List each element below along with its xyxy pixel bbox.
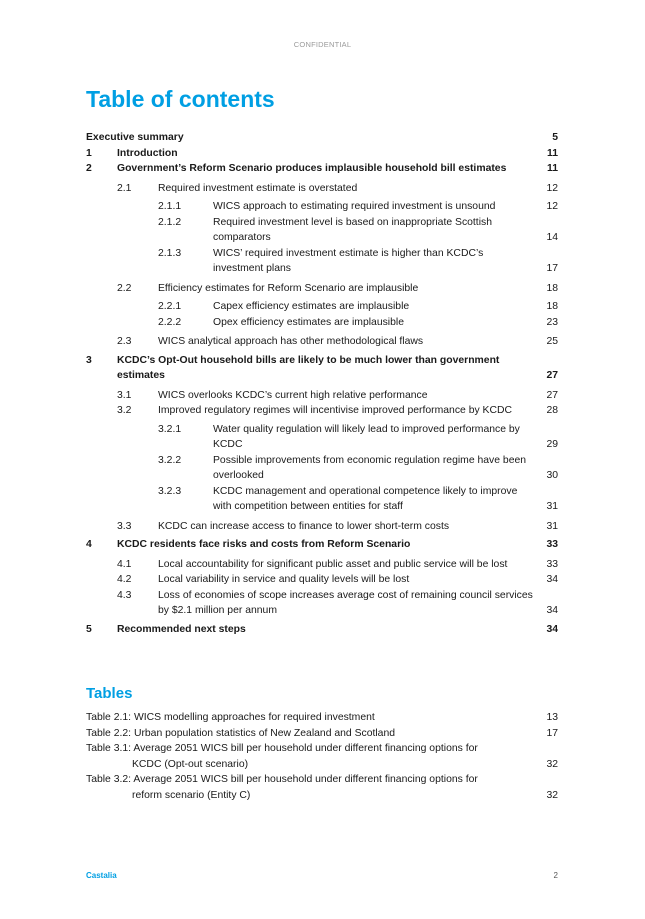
footer-brand: Castalia <box>86 871 117 880</box>
toc-entry-page: 34 <box>546 605 558 616</box>
toc-entry-label: Government’s Reform Scenario produces implausible household bill estimates <box>117 163 507 174</box>
tables-heading: Tables <box>86 685 133 702</box>
toc-entry[interactable] <box>86 422 558 453</box>
toc-entry-label: KCDC can increase access to finance to lower short-term costs <box>158 520 450 532</box>
toc-entry-page: 29 <box>546 439 558 450</box>
table-entry-page: 32 <box>546 758 558 770</box>
toc-entry-number: 3.3 <box>117 520 132 532</box>
toc-entry-page: 28 <box>546 405 558 416</box>
toc-entry-label: Local accountability for significant public asset and public service will be lost <box>158 558 508 570</box>
toc-entry[interactable] <box>86 199 558 215</box>
toc-entry-number: 4 <box>86 539 92 550</box>
toc-entry-number: 2.3 <box>117 336 132 347</box>
toc-entry[interactable] <box>86 537 558 553</box>
toc-entry-label: Improved regulatory regimes will incentivise improved performance by KCDC <box>158 405 512 416</box>
table-entry-label: Table 3.2: Average 2051 WICS bill per household under different financing options for <box>86 774 478 785</box>
toc-entry[interactable] <box>86 130 558 146</box>
toc-entry-page: 30 <box>546 470 558 481</box>
toc-entry-page: 33 <box>546 558 558 570</box>
toc-entry-number: 2.2.2 <box>158 316 182 328</box>
toc-entry-page: 31 <box>546 501 558 512</box>
table-entry-page: 13 <box>546 712 558 723</box>
toc-entry[interactable] <box>86 161 558 177</box>
confidential-header: CONFIDENTIAL <box>293 40 352 49</box>
toc-entry[interactable] <box>86 484 558 515</box>
toc-entry-number: 3.2.3 <box>158 485 182 497</box>
toc-entry-page: 17 <box>546 263 558 274</box>
toc-entry-label: Possible improvements from economic regulation regime have been overlooked <box>213 454 527 481</box>
toc-entry-page: 34 <box>546 574 558 585</box>
toc-entry-page: 18 <box>546 301 558 312</box>
toc-entry[interactable] <box>86 246 558 277</box>
toc-entry-number: 2.2.1 <box>158 301 182 312</box>
toc-entry-page: 31 <box>546 520 558 532</box>
table-entry-label: Table 2.1: WICS modelling approaches for required investment <box>86 712 375 723</box>
toc-entry-label: Water quality regulation will likely lead to improved performance by KCDC <box>213 423 520 450</box>
toc-entry-page: 25 <box>546 336 558 347</box>
toc-entry-page: 12 <box>546 182 558 194</box>
toc-entry-number: 5 <box>86 623 92 635</box>
toc-entry-page: 33 <box>546 539 558 550</box>
toc-entry-label: Required investment estimate is overstated <box>158 182 358 194</box>
toc-entry-label: WICS overlooks KCDC’s current high relative performance <box>158 389 428 401</box>
toc-entry[interactable] <box>86 181 558 197</box>
toc-entry-number: 2.1.2 <box>158 216 182 228</box>
toc-entry-label: Introduction <box>117 147 178 159</box>
toc-entry-label: Executive summary <box>86 132 184 143</box>
table-entry[interactable] <box>86 772 558 803</box>
toc-entry[interactable] <box>86 353 558 384</box>
toc-entry-number: 1 <box>86 147 92 159</box>
toc-entry-number: 2.2 <box>117 282 132 294</box>
toc-entry[interactable] <box>86 572 558 588</box>
toc-entry-page: 23 <box>546 316 558 328</box>
toc-entry-page: 11 <box>547 163 558 174</box>
toc-entry-number: 3 <box>86 354 92 366</box>
toc-entry-page: 5 <box>552 132 558 143</box>
toc-entry-page: 11 <box>547 147 558 159</box>
toc-entry[interactable] <box>86 588 558 619</box>
toc-entry-number: 2 <box>86 163 92 174</box>
table-entry-page: 32 <box>546 789 558 801</box>
toc-entry-label: KCDC residents face risks and costs from Reform Scenario <box>117 539 411 550</box>
toc-entry-number: 4.3 <box>117 589 132 601</box>
toc-entry-label: Capex efficiency estimates are implausible <box>213 301 410 312</box>
toc-entry-label: Local variability in service and quality levels will be lost <box>158 574 410 585</box>
toc-entry-number: 3.2.2 <box>158 454 182 466</box>
toc-entry-number: 4.1 <box>117 558 132 570</box>
toc-entry-label: Efficiency estimates for Reform Scenario are implausible <box>158 282 419 294</box>
toc-entry-page: 14 <box>546 232 558 243</box>
toc-entry-label: KCDC’s Opt-Out household bills are likely to be much lower than government estimates <box>117 354 500 381</box>
toc-entry[interactable] <box>86 299 558 315</box>
toc-entry-page: 34 <box>546 623 558 635</box>
toc-entry[interactable] <box>86 557 558 573</box>
toc-entry-label: Recommended next steps <box>117 623 246 635</box>
table-entry[interactable] <box>86 726 558 742</box>
toc-entry[interactable] <box>86 334 558 350</box>
toc-entry-number: 4.2 <box>117 574 132 585</box>
footer-page-number: 2 <box>553 871 558 880</box>
toc-entry[interactable] <box>86 146 558 162</box>
toc-entry-label: Opex efficiency estimates are implausible <box>213 316 404 328</box>
table-entry[interactable] <box>86 710 558 726</box>
toc-entry-page: 18 <box>546 282 558 294</box>
toc-entry-label: WICS approach to estimating required investment is unsound <box>213 201 496 212</box>
table-entry-label: Table 2.2: Urban population statistics of New Zealand and Scotland <box>86 727 396 739</box>
list-of-tables <box>86 710 558 803</box>
toc-entry-label: Loss of economies of scope increases average cost of remaining council services by $2.1 million per annum <box>158 589 533 616</box>
toc-entry-page: 12 <box>546 201 558 212</box>
toc-entry[interactable] <box>86 388 558 404</box>
toc-entry[interactable] <box>86 453 558 484</box>
toc-entry-page: 27 <box>546 370 558 381</box>
toc-entry-number: 3.1 <box>117 389 132 401</box>
toc-entry-label: KCDC management and operational competence likely to improve with competition between entities for staff <box>213 485 518 512</box>
toc-entry-number: 2.1.1 <box>158 201 182 212</box>
toc-entry[interactable] <box>86 315 558 331</box>
toc-entry[interactable] <box>86 215 558 246</box>
toc-entry[interactable] <box>86 403 558 419</box>
toc-entry-label: Required investment level is based on inappropriate Scottish comparators <box>213 216 492 243</box>
toc-entry[interactable] <box>86 622 558 638</box>
toc-entry-label: WICS analytical approach has other methodological flaws <box>158 336 424 347</box>
toc-entry-page: 27 <box>546 389 558 401</box>
toc-entry[interactable] <box>86 519 558 535</box>
page-title: Table of contents <box>86 86 275 112</box>
table-entry-page: 17 <box>546 727 558 739</box>
table-of-contents <box>86 130 558 637</box>
table-entry[interactable] <box>86 741 558 772</box>
table-entry-label: Table 3.1: Average 2051 WICS bill per household under different financing options for <box>86 743 478 754</box>
toc-entry-label: WICS’ required investment estimate is higher than KCDC’s investment plans <box>213 247 484 274</box>
toc-entry-number: 3.2.1 <box>158 423 182 435</box>
toc-entry-number: 2.1 <box>117 182 132 194</box>
table-entry-label-continued: KCDC (Opt-out scenario) <box>132 758 249 770</box>
toc-entry-number: 2.1.3 <box>158 247 182 259</box>
toc-entry[interactable] <box>86 281 558 297</box>
table-entry-label-continued: reform scenario (Entity C) <box>132 789 251 801</box>
toc-entry-number: 3.2 <box>117 405 132 416</box>
